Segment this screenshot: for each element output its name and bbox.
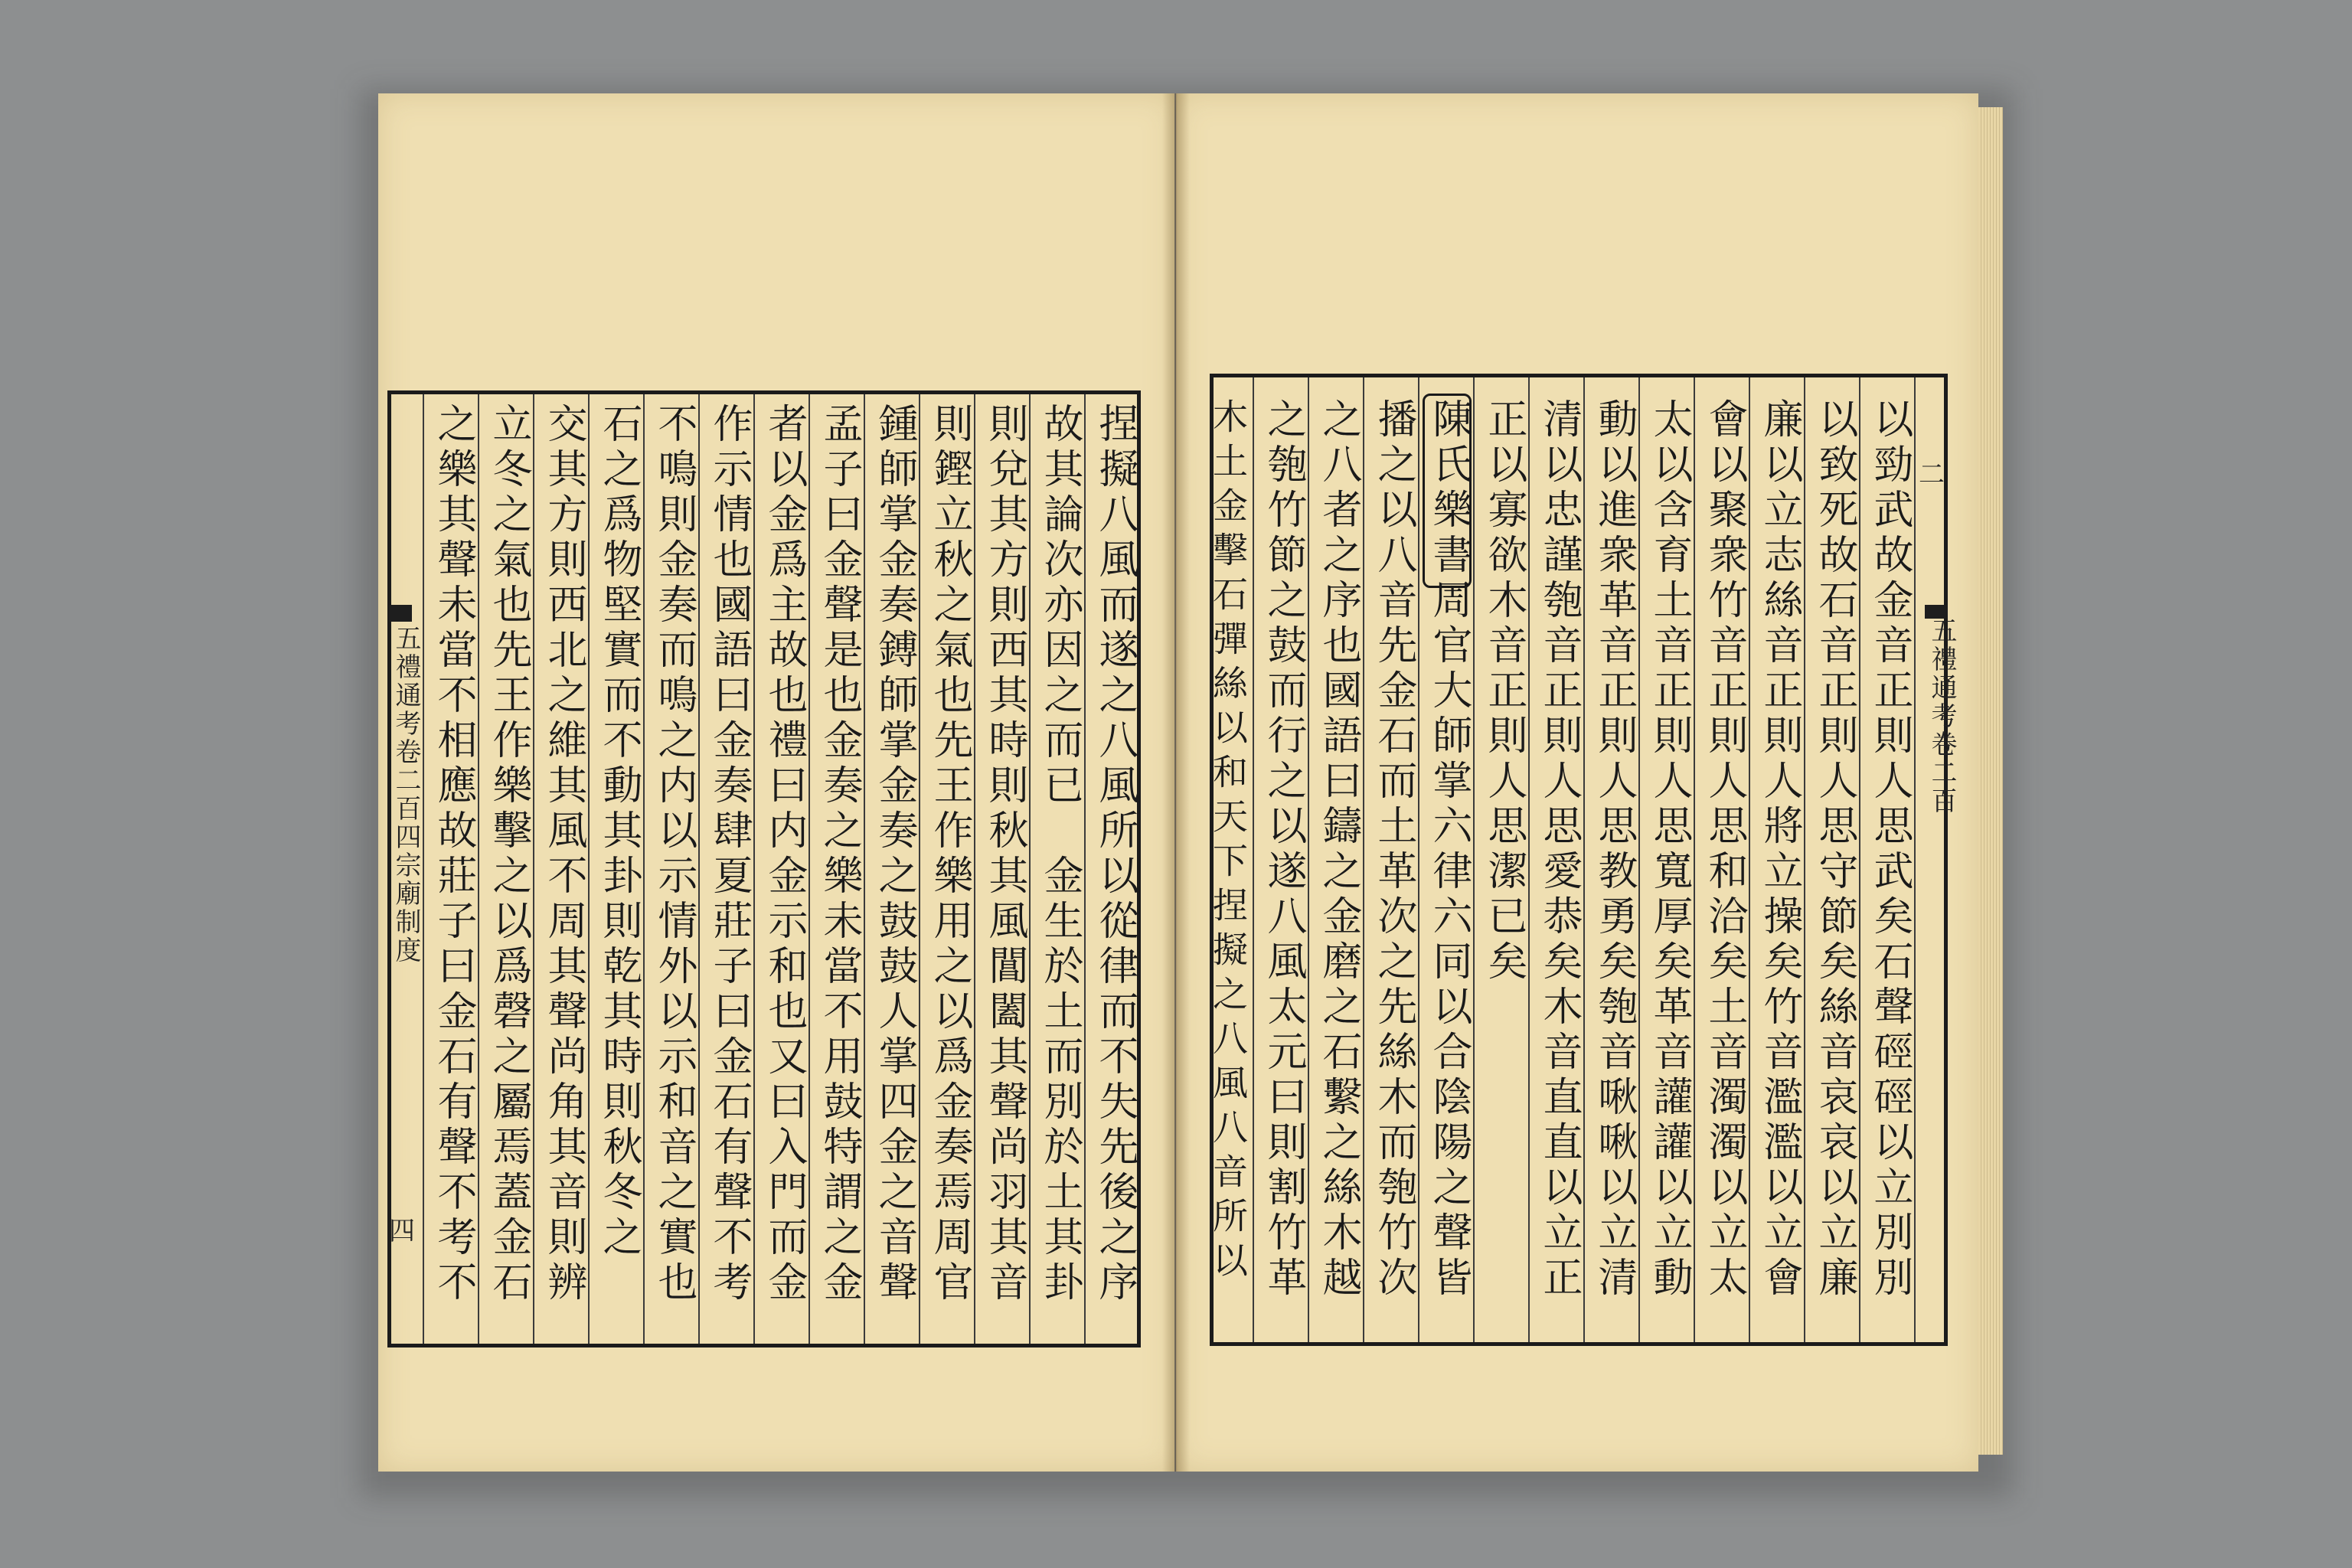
text-column: 會以聚衆竹音正則人思和洽矣土音濁濁以立太 xyxy=(1701,398,1747,1302)
column-rule xyxy=(1029,394,1031,1344)
text-column: 之樂其聲未當不相應故莊子曰金石有聲不考不 xyxy=(430,403,476,1306)
book-gutter xyxy=(1162,93,1190,1472)
right-banxin-title: 五禮通考卷二百 xyxy=(1926,617,1957,815)
column-rule xyxy=(974,394,975,1344)
text-column: 木土金擊石彈絲以和天下捏擬之八風八音所以 xyxy=(1207,398,1249,1286)
text-column: 陳氏樂書周官大師掌六律六同以合陰陽之聲皆 xyxy=(1426,398,1472,1302)
column-rule xyxy=(864,394,865,1344)
column-rule xyxy=(1473,377,1475,1342)
text-column: 以勁武故金音正則人思武矣石聲硜硜以立別別 xyxy=(1867,398,1913,1302)
text-column: 則鏗立秋之氣也先王作樂用之以爲金奏焉周官 xyxy=(926,403,972,1306)
highlight-bracket xyxy=(1423,394,1472,588)
column-rule xyxy=(643,394,645,1344)
column-rule xyxy=(533,394,534,1344)
text-column: 故其論次亦因之而已 金生於土而別於土其卦 xyxy=(1037,403,1083,1306)
text-column: 鍾師掌金奏鎛師掌金奏之鼓鼓人掌四金之音聲 xyxy=(871,403,917,1306)
column-rule xyxy=(919,394,920,1344)
column-rule xyxy=(1694,377,1695,1342)
right-page-number: 二 xyxy=(1919,459,1945,490)
text-column: 交其方則西北之維其風不周其聲尚角其音則辨 xyxy=(541,403,586,1306)
text-column: 之匏竹節之鼓而行之以遂八風太元曰則割竹革 xyxy=(1260,398,1306,1302)
column-rule xyxy=(1749,377,1750,1342)
text-column: 孟子曰金聲是也金奏之樂未當不用鼓特謂之金 xyxy=(816,403,862,1306)
column-rule xyxy=(1804,377,1805,1342)
column-rule xyxy=(1638,377,1640,1342)
column-rule xyxy=(478,394,479,1344)
fish-tail-mark xyxy=(389,605,412,622)
text-column: 正以寡欲木音正則人思潔已矣 xyxy=(1481,398,1527,985)
page-edges xyxy=(1978,107,2003,1455)
left-banxin-title: 五禮通考卷二百四宗廟制度 xyxy=(390,625,421,965)
text-column: 捏擬八風而遂之八風所以從律而不失先後之序 xyxy=(1092,403,1138,1306)
text-column: 播之以八音先金石而土革次之先絲木而匏竹次 xyxy=(1370,398,1416,1302)
column-rule xyxy=(1253,377,1254,1342)
left-page-number: 四 xyxy=(389,1216,415,1246)
column-rule xyxy=(1418,377,1419,1342)
text-column: 之八者之序也國語曰鑄之金磨之石繫之絲木越 xyxy=(1315,398,1361,1302)
column-rule xyxy=(1583,377,1585,1342)
column-rule xyxy=(753,394,755,1344)
text-column: 廉以立志絲音正則人將立操矣竹音濫濫以立會 xyxy=(1756,398,1802,1302)
column-rule xyxy=(1914,377,1916,1342)
column-rule xyxy=(1308,377,1309,1342)
text-column: 者以金爲主故也禮曰内金示和也又曰入門而金 xyxy=(761,403,807,1306)
text-column: 作示情也國語曰金奏肆夏莊子曰金石有聲不考 xyxy=(706,403,752,1306)
column-rule xyxy=(1859,377,1860,1342)
text-column: 動以進衆革音正則人思教勇矣匏音啾啾以立清 xyxy=(1591,398,1637,1302)
column-rule xyxy=(698,394,700,1344)
text-column: 立冬之氣也先王作樂擊之以爲磬之屬焉蓋金石 xyxy=(485,403,531,1306)
column-rule xyxy=(1084,394,1086,1344)
column-rule xyxy=(423,394,424,1344)
column-rule xyxy=(588,394,590,1344)
text-column: 則兌其方則西其時則秋其風閶闔其聲尚羽其音 xyxy=(982,403,1027,1306)
column-rule xyxy=(808,394,810,1344)
text-column: 太以含育土音正則人思寬厚矣革音讙讙以立動 xyxy=(1646,398,1692,1302)
text-column: 不鳴則金奏而鳴之内以示情外以示和音之實也 xyxy=(651,403,697,1306)
text-column: 石之爲物堅實而不動其卦則乾其時則秋冬之 xyxy=(596,403,642,1261)
column-rule xyxy=(1528,377,1530,1342)
text-column: 清以忠謹匏音正則人思愛恭矣木音直直以立正 xyxy=(1536,398,1582,1302)
column-rule xyxy=(1363,377,1364,1342)
text-column: 以致死故石音正則人思守節矣絲音哀哀以立廉 xyxy=(1811,398,1857,1302)
